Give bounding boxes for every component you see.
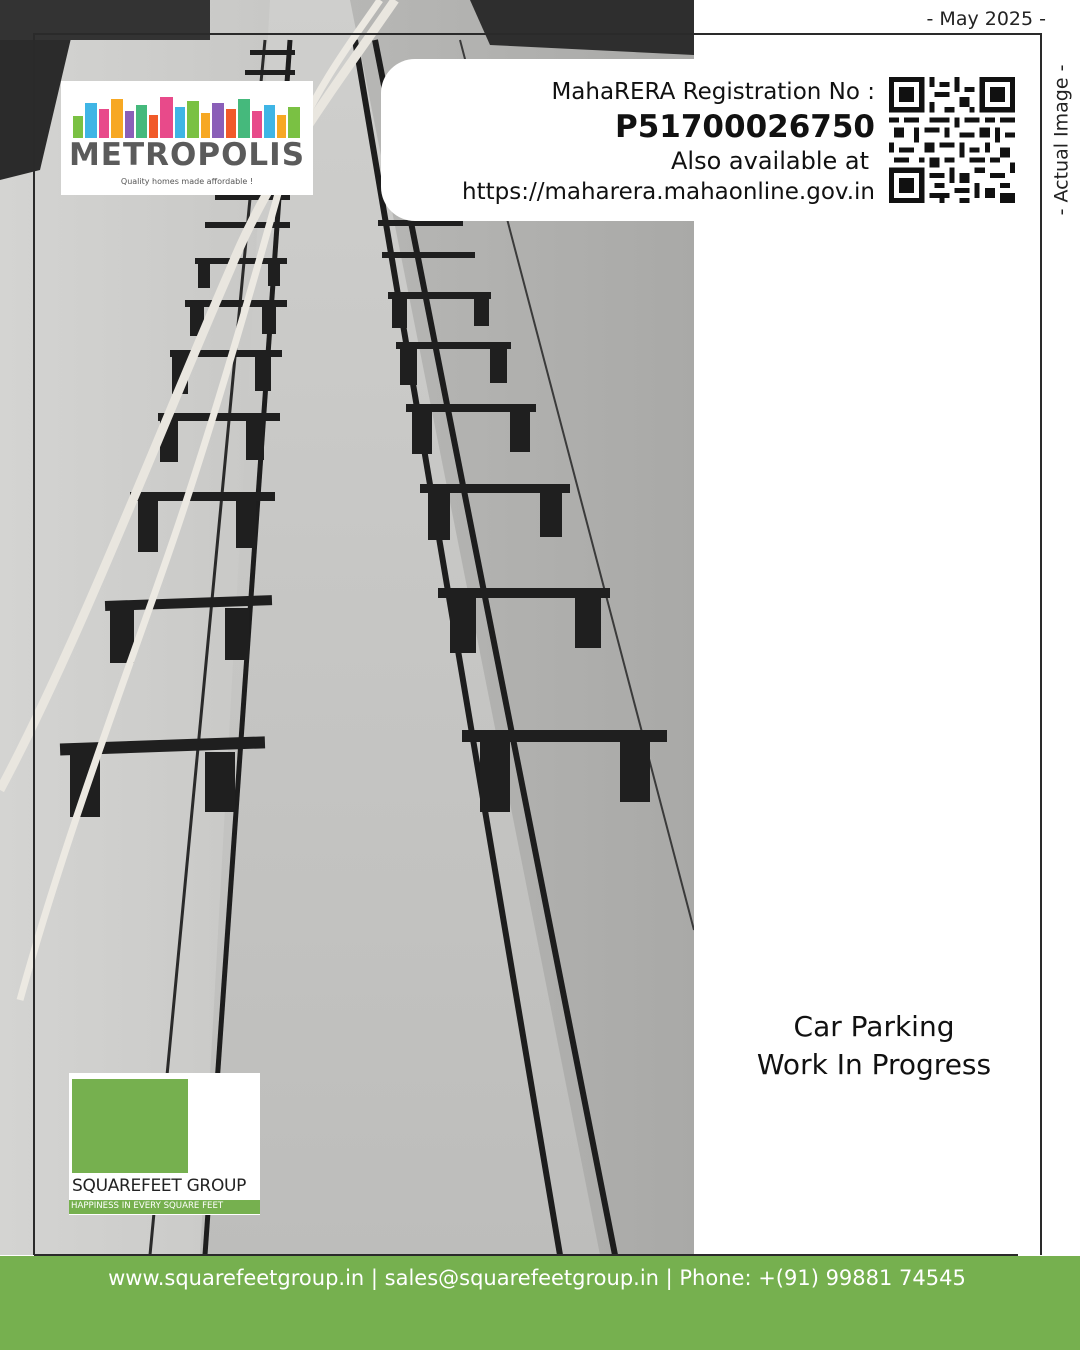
qr-code-icon[interactable] xyxy=(889,77,1015,203)
rera-label: MahaRERA Registration No : xyxy=(551,79,875,105)
squarefeet-tagline: HAPPINESS IN EVERY SQUARE FEET xyxy=(71,1201,224,1211)
squarefeet-logo xyxy=(69,1073,260,1215)
squarefeet-wordmark-part2: GROUP xyxy=(186,1176,247,1196)
rera-number: P51700026750 xyxy=(615,109,875,145)
actual-image-text: - Actual Image - xyxy=(1050,64,1073,216)
rera-also-available: Also available at xyxy=(671,147,869,175)
rera-url[interactable]: https://maharera.mahaonline.gov.in xyxy=(462,179,875,205)
caption-line-2: Work In Progress xyxy=(756,1048,992,1081)
metropolis-logo xyxy=(61,81,313,195)
rera-card xyxy=(381,59,1040,221)
actual-image-label xyxy=(1046,60,1076,220)
skyline-icon xyxy=(61,81,313,141)
squarefeet-tagline-bar xyxy=(69,1200,260,1214)
date-label: - May 2025 - xyxy=(921,8,1052,30)
frame-line-top xyxy=(34,33,1042,35)
metropolis-wordmark: METROPOLIS xyxy=(68,137,306,173)
footer-contact[interactable]: www.squarefeetgroup.in | sales@squarefeetgroup.in | Phone: +(91) 99881 74545 xyxy=(108,1266,966,1290)
status-caption xyxy=(694,1008,1054,1084)
squarefeet-square-icon xyxy=(72,1079,188,1173)
rera-text-block xyxy=(462,81,875,204)
squarefeet-wordmark xyxy=(72,1176,246,1196)
caption-line-1: Car Parking xyxy=(793,1010,955,1043)
metropolis-tagline: Quality homes made affordable ! xyxy=(120,177,254,186)
frame-line-left xyxy=(33,33,35,1255)
footer-bar xyxy=(0,1256,1080,1350)
squarefeet-wordmark-part1: SQUAREFEET xyxy=(72,1176,182,1196)
